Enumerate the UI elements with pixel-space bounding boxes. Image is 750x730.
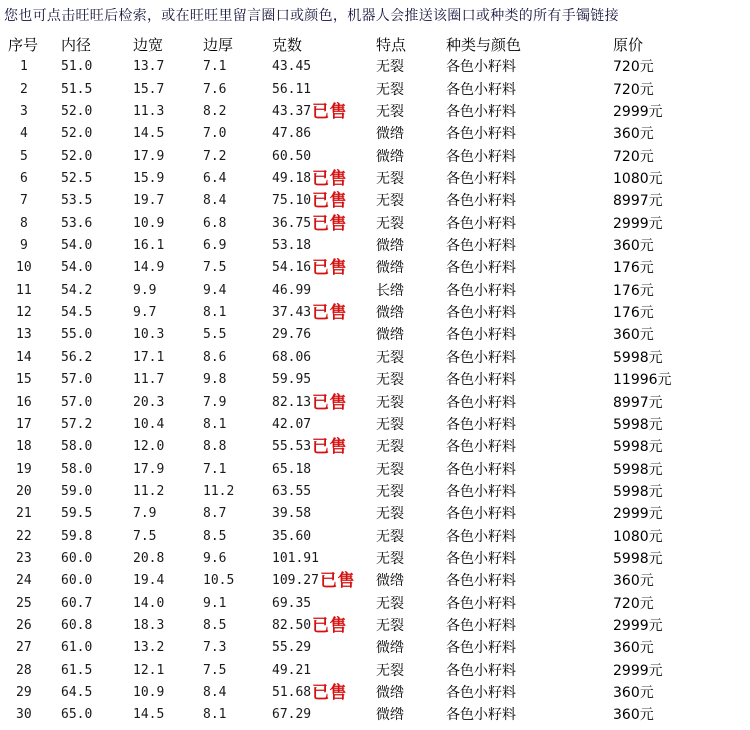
row-number-cell: 14 bbox=[16, 349, 32, 365]
sold-badge: 已售 bbox=[312, 213, 347, 234]
feature-cell: 无裂 bbox=[376, 372, 404, 389]
type-color-cell: 各色小籽料 bbox=[446, 416, 516, 433]
band-width-cell: 17.1 bbox=[133, 349, 165, 365]
sold-badge: 已售 bbox=[312, 258, 347, 279]
type-color-cell: 各色小籽料 bbox=[446, 327, 516, 344]
feature-cell: 无裂 bbox=[376, 193, 404, 210]
column-header-width: 边宽 bbox=[133, 36, 164, 54]
feature-cell: 无裂 bbox=[376, 349, 404, 366]
band-thickness-cell: 8.1 bbox=[203, 305, 227, 321]
table-row bbox=[0, 548, 750, 570]
inner-diameter-cell: 57.0 bbox=[61, 394, 93, 410]
weight-cell: 75.10 bbox=[272, 193, 312, 209]
table-row bbox=[0, 235, 750, 257]
weight-cell: 51.68 bbox=[272, 684, 312, 700]
band-thickness-cell: 7.0 bbox=[203, 126, 227, 142]
band-width-cell: 9.9 bbox=[133, 282, 157, 298]
feature-cell: 无裂 bbox=[376, 461, 404, 478]
table-row bbox=[0, 369, 750, 391]
band-width-cell: 10.9 bbox=[133, 684, 165, 700]
band-thickness-cell: 7.1 bbox=[203, 461, 227, 477]
price-cell: 2999元 bbox=[613, 617, 663, 634]
inner-diameter-cell: 52.0 bbox=[61, 126, 93, 142]
type-color-cell: 各色小籽料 bbox=[446, 260, 516, 277]
inner-diameter-cell: 58.0 bbox=[61, 461, 93, 477]
weight-cell: 37.43 bbox=[272, 305, 312, 321]
inner-diameter-cell: 52.5 bbox=[61, 171, 93, 187]
weight-cell: 42.07 bbox=[272, 416, 312, 432]
row-number-cell: 6 bbox=[20, 171, 28, 187]
band-width-cell: 15.9 bbox=[133, 171, 165, 187]
table-row bbox=[0, 123, 750, 145]
price-cell: 2999元 bbox=[613, 506, 663, 523]
feature-cell: 无裂 bbox=[376, 595, 404, 612]
price-cell: 360元 bbox=[613, 238, 654, 255]
inner-diameter-cell: 52.0 bbox=[61, 148, 93, 164]
column-header-inner: 内径 bbox=[61, 36, 92, 54]
band-width-cell: 9.7 bbox=[133, 305, 157, 321]
band-width-cell: 7.5 bbox=[133, 528, 157, 544]
weight-cell: 109.27 bbox=[272, 573, 319, 589]
band-width-cell: 19.4 bbox=[133, 573, 165, 589]
band-width-cell: 11.2 bbox=[133, 483, 165, 499]
row-number-cell: 20 bbox=[16, 483, 32, 499]
band-width-cell: 14.0 bbox=[133, 595, 165, 611]
type-color-cell: 各色小籽料 bbox=[446, 282, 516, 299]
price-cell: 8997元 bbox=[613, 394, 663, 411]
inner-diameter-cell: 61.0 bbox=[61, 640, 93, 656]
type-color-cell: 各色小籽料 bbox=[446, 662, 516, 679]
type-color-cell: 各色小籽料 bbox=[446, 394, 516, 411]
type-color-cell: 各色小籽料 bbox=[446, 617, 516, 634]
inner-diameter-cell: 61.5 bbox=[61, 662, 93, 678]
band-width-cell: 12.0 bbox=[133, 439, 165, 455]
inner-diameter-cell: 54.0 bbox=[61, 260, 93, 276]
inner-diameter-cell: 65.0 bbox=[61, 707, 93, 723]
feature-cell: 微绺 bbox=[376, 684, 404, 701]
row-number-cell: 7 bbox=[20, 193, 28, 209]
weight-cell: 63.55 bbox=[272, 483, 312, 499]
inner-diameter-cell: 60.8 bbox=[61, 617, 93, 633]
row-number-cell: 27 bbox=[16, 640, 32, 656]
band-thickness-cell: 8.1 bbox=[203, 416, 227, 432]
table-row bbox=[0, 101, 750, 123]
table-row bbox=[0, 503, 750, 525]
feature-cell: 微绺 bbox=[376, 148, 404, 165]
inner-diameter-cell: 51.0 bbox=[61, 59, 93, 75]
band-width-cell: 14.5 bbox=[133, 126, 165, 142]
weight-cell: 46.99 bbox=[272, 282, 312, 298]
weight-cell: 82.50 bbox=[272, 617, 312, 633]
inner-diameter-cell: 55.0 bbox=[61, 327, 93, 343]
feature-cell: 微绺 bbox=[376, 327, 404, 344]
band-thickness-cell: 6.9 bbox=[203, 238, 227, 254]
weight-cell: 65.18 bbox=[272, 461, 312, 477]
sold-badge: 已售 bbox=[312, 437, 347, 458]
inner-diameter-cell: 58.0 bbox=[61, 439, 93, 455]
band-thickness-cell: 8.5 bbox=[203, 528, 227, 544]
price-cell: 360元 bbox=[613, 640, 654, 657]
row-number-cell: 23 bbox=[16, 550, 32, 566]
row-number-cell: 19 bbox=[16, 461, 32, 477]
type-color-cell: 各色小籽料 bbox=[446, 684, 516, 701]
type-color-cell: 各色小籽料 bbox=[446, 81, 516, 98]
band-thickness-cell: 5.5 bbox=[203, 327, 227, 343]
inner-diameter-cell: 54.5 bbox=[61, 305, 93, 321]
type-color-cell: 各色小籽料 bbox=[446, 215, 516, 232]
inner-diameter-cell: 60.7 bbox=[61, 595, 93, 611]
type-color-cell: 各色小籽料 bbox=[446, 528, 516, 545]
weight-cell: 54.16 bbox=[272, 260, 312, 276]
table-row bbox=[0, 347, 750, 369]
weight-cell: 82.13 bbox=[272, 394, 312, 410]
weight-cell: 69.35 bbox=[272, 595, 312, 611]
table-header bbox=[0, 34, 750, 56]
band-thickness-cell: 8.5 bbox=[203, 617, 227, 633]
price-cell: 176元 bbox=[613, 305, 654, 322]
table-row bbox=[0, 526, 750, 548]
band-width-cell: 12.1 bbox=[133, 662, 165, 678]
table-row bbox=[0, 459, 750, 481]
row-number-cell: 3 bbox=[20, 104, 28, 120]
row-number-cell: 26 bbox=[16, 617, 32, 633]
table-row bbox=[0, 436, 750, 458]
band-width-cell: 19.7 bbox=[133, 193, 165, 209]
band-thickness-cell: 8.2 bbox=[203, 104, 227, 120]
inner-diameter-cell: 56.2 bbox=[61, 349, 93, 365]
weight-cell: 49.21 bbox=[272, 662, 312, 678]
row-number-cell: 11 bbox=[16, 282, 32, 298]
table-body bbox=[0, 56, 750, 726]
type-color-cell: 各色小籽料 bbox=[446, 126, 516, 143]
type-color-cell: 各色小籽料 bbox=[446, 349, 516, 366]
price-cell: 5998元 bbox=[613, 439, 663, 456]
column-header-feature: 特点 bbox=[376, 36, 407, 54]
band-thickness-cell: 8.4 bbox=[203, 193, 227, 209]
band-width-cell: 11.7 bbox=[133, 372, 165, 388]
band-width-cell: 15.7 bbox=[133, 81, 165, 97]
band-width-cell: 20.3 bbox=[133, 394, 165, 410]
feature-cell: 长绺 bbox=[376, 282, 404, 299]
band-width-cell: 10.3 bbox=[133, 327, 165, 343]
band-thickness-cell: 9.1 bbox=[203, 595, 227, 611]
band-thickness-cell: 8.4 bbox=[203, 684, 227, 700]
table-row bbox=[0, 79, 750, 101]
band-thickness-cell: 7.1 bbox=[203, 59, 227, 75]
inner-diameter-cell: 59.8 bbox=[61, 528, 93, 544]
column-header-weight: 克数 bbox=[272, 36, 303, 54]
band-thickness-cell: 8.8 bbox=[203, 439, 227, 455]
weight-cell: 67.29 bbox=[272, 707, 312, 723]
table-row bbox=[0, 570, 750, 592]
band-thickness-cell: 11.2 bbox=[203, 483, 235, 499]
inner-diameter-cell: 57.0 bbox=[61, 372, 93, 388]
price-cell: 1080元 bbox=[613, 528, 663, 545]
band-width-cell: 17.9 bbox=[133, 148, 165, 164]
price-cell: 2999元 bbox=[613, 104, 663, 121]
inner-diameter-cell: 59.5 bbox=[61, 506, 93, 522]
weight-cell: 39.58 bbox=[272, 506, 312, 522]
weight-cell: 36.75 bbox=[272, 215, 312, 231]
price-cell: 5998元 bbox=[613, 483, 663, 500]
weight-cell: 55.29 bbox=[272, 640, 312, 656]
row-number-cell: 2 bbox=[20, 81, 28, 97]
table-row bbox=[0, 593, 750, 615]
row-number-cell: 13 bbox=[16, 327, 32, 343]
band-thickness-cell: 7.5 bbox=[203, 260, 227, 276]
band-thickness-cell: 9.4 bbox=[203, 282, 227, 298]
feature-cell: 微绺 bbox=[376, 640, 404, 657]
band-width-cell: 13.7 bbox=[133, 59, 165, 75]
sold-badge: 已售 bbox=[320, 571, 355, 592]
band-thickness-cell: 8.1 bbox=[203, 707, 227, 723]
inner-diameter-cell: 60.0 bbox=[61, 550, 93, 566]
row-number-cell: 22 bbox=[16, 528, 32, 544]
band-thickness-cell: 9.6 bbox=[203, 550, 227, 566]
price-cell: 11996元 bbox=[613, 372, 672, 389]
inner-diameter-cell: 59.0 bbox=[61, 483, 93, 499]
table-row bbox=[0, 392, 750, 414]
row-number-cell: 15 bbox=[16, 372, 32, 388]
feature-cell: 微绺 bbox=[376, 573, 404, 590]
price-cell: 720元 bbox=[613, 81, 654, 98]
type-color-cell: 各色小籽料 bbox=[446, 439, 516, 456]
price-cell: 720元 bbox=[613, 59, 654, 76]
band-width-cell: 11.3 bbox=[133, 104, 165, 120]
inner-diameter-cell: 53.6 bbox=[61, 215, 93, 231]
table-row bbox=[0, 704, 750, 726]
table-row bbox=[0, 146, 750, 168]
band-width-cell: 16.1 bbox=[133, 238, 165, 254]
type-color-cell: 各色小籽料 bbox=[446, 59, 516, 76]
price-cell: 360元 bbox=[613, 684, 654, 701]
table-row bbox=[0, 168, 750, 190]
type-color-cell: 各色小籽料 bbox=[446, 104, 516, 121]
price-cell: 2999元 bbox=[613, 215, 663, 232]
type-color-cell: 各色小籽料 bbox=[446, 483, 516, 500]
weight-cell: 59.95 bbox=[272, 372, 312, 388]
type-color-cell: 各色小籽料 bbox=[446, 193, 516, 210]
row-number-cell: 18 bbox=[16, 439, 32, 455]
band-thickness-cell: 7.2 bbox=[203, 148, 227, 164]
weight-cell: 35.60 bbox=[272, 528, 312, 544]
type-color-cell: 各色小籽料 bbox=[446, 305, 516, 322]
weight-cell: 60.50 bbox=[272, 148, 312, 164]
type-color-cell: 各色小籽料 bbox=[446, 461, 516, 478]
price-cell: 176元 bbox=[613, 282, 654, 299]
weight-cell: 43.45 bbox=[272, 59, 312, 75]
type-color-cell: 各色小籽料 bbox=[446, 640, 516, 657]
feature-cell: 微绺 bbox=[376, 707, 404, 724]
row-number-cell: 5 bbox=[20, 148, 28, 164]
type-color-cell: 各色小籽料 bbox=[446, 707, 516, 724]
price-cell: 5998元 bbox=[613, 550, 663, 567]
row-number-cell: 28 bbox=[16, 662, 32, 678]
sold-badge: 已售 bbox=[312, 191, 347, 212]
column-header-price: 原价 bbox=[613, 36, 644, 54]
feature-cell: 无裂 bbox=[376, 215, 404, 232]
band-thickness-cell: 6.4 bbox=[203, 171, 227, 187]
inner-diameter-cell: 54.2 bbox=[61, 282, 93, 298]
band-thickness-cell: 9.8 bbox=[203, 372, 227, 388]
band-width-cell: 13.2 bbox=[133, 640, 165, 656]
price-cell: 360元 bbox=[613, 573, 654, 590]
type-color-cell: 各色小籽料 bbox=[446, 372, 516, 389]
sold-badge: 已售 bbox=[312, 392, 347, 413]
inner-diameter-cell: 60.0 bbox=[61, 573, 93, 589]
row-number-cell: 8 bbox=[20, 215, 28, 231]
type-color-cell: 各色小籽料 bbox=[446, 506, 516, 523]
price-cell: 360元 bbox=[613, 126, 654, 143]
table-row bbox=[0, 637, 750, 659]
band-width-cell: 7.9 bbox=[133, 506, 157, 522]
weight-cell: 49.18 bbox=[272, 171, 312, 187]
row-number-cell: 21 bbox=[16, 506, 32, 522]
feature-cell: 无裂 bbox=[376, 506, 404, 523]
feature-cell: 无裂 bbox=[376, 550, 404, 567]
row-number-cell: 4 bbox=[20, 126, 28, 142]
table-row bbox=[0, 302, 750, 324]
feature-cell: 无裂 bbox=[376, 528, 404, 545]
feature-cell: 无裂 bbox=[376, 483, 404, 500]
feature-cell: 无裂 bbox=[376, 81, 404, 98]
sold-badge: 已售 bbox=[312, 303, 347, 324]
table-row bbox=[0, 280, 750, 302]
row-number-cell: 12 bbox=[16, 305, 32, 321]
price-cell: 5998元 bbox=[613, 461, 663, 478]
table-row bbox=[0, 414, 750, 436]
price-cell: 8997元 bbox=[613, 193, 663, 210]
type-color-cell: 各色小籽料 bbox=[446, 573, 516, 590]
row-number-cell: 9 bbox=[20, 238, 28, 254]
sold-badge: 已售 bbox=[312, 682, 347, 703]
row-number-cell: 10 bbox=[16, 260, 32, 276]
weight-cell: 55.53 bbox=[272, 439, 312, 455]
band-thickness-cell: 7.3 bbox=[203, 640, 227, 656]
row-number-cell: 24 bbox=[16, 573, 32, 589]
weight-cell: 56.11 bbox=[272, 81, 312, 97]
table-row bbox=[0, 324, 750, 346]
feature-cell: 微绺 bbox=[376, 238, 404, 255]
column-header-thickness: 边厚 bbox=[203, 36, 234, 54]
column-header-no: 序号 bbox=[8, 36, 39, 54]
weight-cell: 53.18 bbox=[272, 238, 312, 254]
feature-cell: 微绺 bbox=[376, 305, 404, 322]
feature-cell: 无裂 bbox=[376, 416, 404, 433]
band-width-cell: 10.9 bbox=[133, 215, 165, 231]
band-width-cell: 10.4 bbox=[133, 416, 165, 432]
price-cell: 1080元 bbox=[613, 171, 663, 188]
inner-diameter-cell: 51.5 bbox=[61, 81, 93, 97]
band-width-cell: 18.3 bbox=[133, 617, 165, 633]
band-thickness-cell: 8.7 bbox=[203, 506, 227, 522]
band-width-cell: 14.5 bbox=[133, 707, 165, 723]
price-cell: 720元 bbox=[613, 595, 654, 612]
price-cell: 360元 bbox=[613, 707, 654, 724]
band-thickness-cell: 10.5 bbox=[203, 573, 235, 589]
table-row bbox=[0, 682, 750, 704]
band-thickness-cell: 7.9 bbox=[203, 394, 227, 410]
weight-cell: 47.86 bbox=[272, 126, 312, 142]
feature-cell: 无裂 bbox=[376, 662, 404, 679]
band-width-cell: 14.9 bbox=[133, 260, 165, 276]
type-color-cell: 各色小籽料 bbox=[446, 171, 516, 188]
price-cell: 5998元 bbox=[613, 349, 663, 366]
weight-cell: 101.91 bbox=[272, 550, 319, 566]
sold-badge: 已售 bbox=[312, 615, 347, 636]
weight-cell: 43.37 bbox=[272, 104, 312, 120]
price-cell: 2999元 bbox=[613, 662, 663, 679]
table-row bbox=[0, 660, 750, 682]
table-row bbox=[0, 190, 750, 212]
feature-cell: 无裂 bbox=[376, 439, 404, 456]
band-thickness-cell: 7.6 bbox=[203, 81, 227, 97]
feature-cell: 无裂 bbox=[376, 171, 404, 188]
inner-diameter-cell: 57.2 bbox=[61, 416, 93, 432]
band-thickness-cell: 7.5 bbox=[203, 662, 227, 678]
table-row bbox=[0, 615, 750, 637]
feature-cell: 微绺 bbox=[376, 260, 404, 277]
feature-cell: 无裂 bbox=[376, 59, 404, 76]
header-note: 您也可点击旺旺后检索，或在旺旺里留言圈口或颜色，机器人会推送该圈口或种类的所有手镯链接 bbox=[4, 8, 619, 24]
feature-cell: 无裂 bbox=[376, 617, 404, 634]
band-width-cell: 17.9 bbox=[133, 461, 165, 477]
type-color-cell: 各色小籽料 bbox=[446, 148, 516, 165]
inner-diameter-cell: 54.0 bbox=[61, 238, 93, 254]
band-thickness-cell: 6.8 bbox=[203, 215, 227, 231]
type-color-cell: 各色小籽料 bbox=[446, 595, 516, 612]
band-thickness-cell: 8.6 bbox=[203, 349, 227, 365]
price-cell: 360元 bbox=[613, 327, 654, 344]
inner-diameter-cell: 64.5 bbox=[61, 684, 93, 700]
type-color-cell: 各色小籽料 bbox=[446, 238, 516, 255]
type-color-cell: 各色小籽料 bbox=[446, 550, 516, 567]
band-width-cell: 20.8 bbox=[133, 550, 165, 566]
table-row bbox=[0, 56, 750, 78]
sold-badge: 已售 bbox=[312, 102, 347, 123]
row-number-cell: 1 bbox=[20, 59, 28, 75]
bracelet-table bbox=[0, 34, 750, 727]
row-number-cell: 25 bbox=[16, 595, 32, 611]
sold-badge: 已售 bbox=[312, 169, 347, 190]
feature-cell: 微绺 bbox=[376, 126, 404, 143]
price-cell: 5998元 bbox=[613, 416, 663, 433]
inner-diameter-cell: 52.0 bbox=[61, 104, 93, 120]
feature-cell: 无裂 bbox=[376, 104, 404, 121]
weight-cell: 29.76 bbox=[272, 327, 312, 343]
inner-diameter-cell: 53.5 bbox=[61, 193, 93, 209]
weight-cell: 68.06 bbox=[272, 349, 312, 365]
row-number-cell: 29 bbox=[16, 684, 32, 700]
column-header-type: 种类与颜色 bbox=[446, 36, 522, 54]
feature-cell: 无裂 bbox=[376, 394, 404, 411]
row-number-cell: 16 bbox=[16, 394, 32, 410]
table-row bbox=[0, 481, 750, 503]
table-row bbox=[0, 257, 750, 279]
table-row bbox=[0, 213, 750, 235]
price-cell: 720元 bbox=[613, 148, 654, 165]
price-cell: 176元 bbox=[613, 260, 654, 277]
row-number-cell: 30 bbox=[16, 707, 32, 723]
row-number-cell: 17 bbox=[16, 416, 32, 432]
